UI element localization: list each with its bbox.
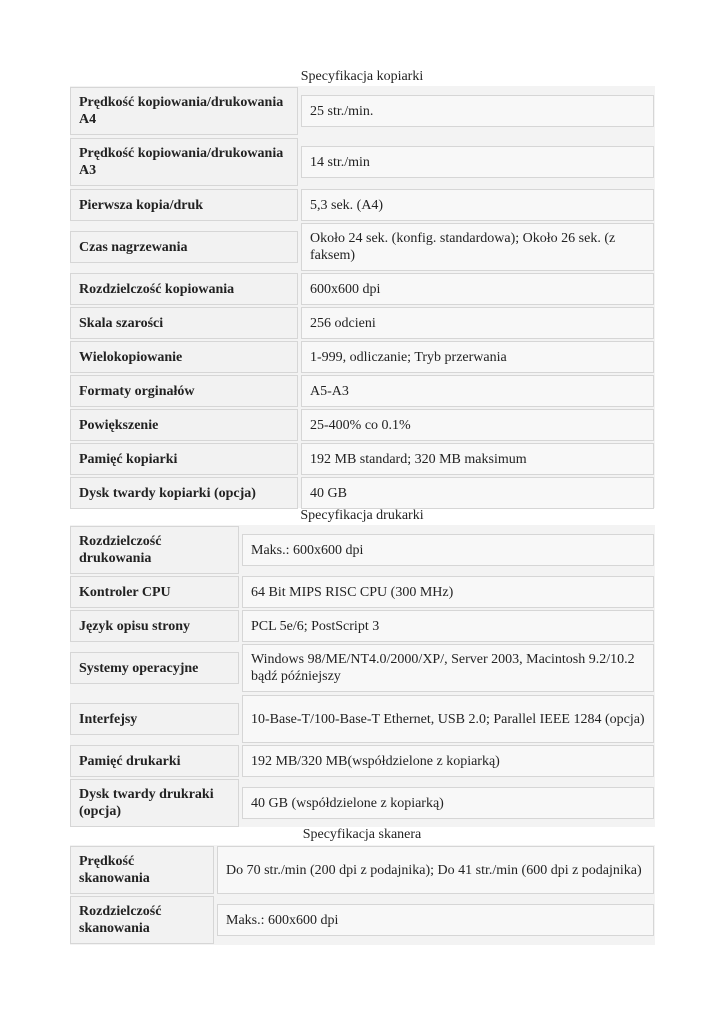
spec-value: 192 MB/320 MB(współdzielone z kopiarką) xyxy=(242,745,654,777)
spec-label: Wielokopiowanie xyxy=(70,341,298,373)
spec-value: 14 str./min xyxy=(301,146,654,178)
spec-label: Czas nagrzewania xyxy=(70,231,298,263)
spec-label: Interfejsy xyxy=(70,703,239,735)
spec-value: 64 Bit MIPS RISC CPU (300 MHz) xyxy=(242,576,654,608)
spec-label: Pamięć kopiarki xyxy=(70,443,298,475)
spec-value: Do 70 str./min (200 dpi z podajnika); Do 41 str./min (600 dpi z podajnika) xyxy=(217,846,654,894)
spec-value: 1-999, odliczanie; Tryb przerwania xyxy=(301,341,654,373)
section-caption-scanner: Specyfikacja skanera xyxy=(302,827,422,842)
section-caption-copier: Specyfikacja kopiarki xyxy=(300,69,424,84)
spec-value: Windows 98/ME/NT4.0/2000/XP/, Server 2003, Macintosh 9.2/10.2 bądź późniejszy xyxy=(242,644,654,692)
spec-value: 600x600 dpi xyxy=(301,273,654,305)
spec-label: Rozdzielczość drukowania xyxy=(70,526,239,574)
spec-value: Około 24 sek. (konfig. standardowa); Około 26 sek. (z faksem) xyxy=(301,223,654,271)
spec-label: Kontroler CPU xyxy=(70,576,239,608)
spec-value: 25-400% co 0.1% xyxy=(301,409,654,441)
spec-label: Pierwsza kopia/druk xyxy=(70,189,298,221)
spec-value: 192 MB standard; 320 MB maksimum xyxy=(301,443,654,475)
spec-value: Maks.: 600x600 dpi xyxy=(242,534,654,566)
section-caption-printer: Specyfikacja drukarki xyxy=(300,508,424,523)
spec-value: 5,3 sek. (A4) xyxy=(301,189,654,221)
spec-value: 10-Base-T/100-Base-T Ethernet, USB 2.0; Parallel IEEE 1284 (opcja) xyxy=(242,695,654,743)
spec-label: Pamięć drukarki xyxy=(70,745,239,777)
spec-label: Prędkość skanowania xyxy=(70,846,214,894)
printer-spec-table xyxy=(70,525,655,827)
spec-value: Maks.: 600x600 dpi xyxy=(217,904,654,936)
spec-label: Rozdzielczość skanowania xyxy=(70,896,214,944)
spec-value: 25 str./min. xyxy=(301,95,654,127)
spec-label: Dysk twardy drukraki (opcja) xyxy=(70,779,239,827)
spec-value: 40 GB (współdzielone z kopiarką) xyxy=(242,787,654,819)
spec-label: Prędkość kopiowania/drukowania A3 xyxy=(70,138,298,186)
spec-label: Prędkość kopiowania/drukowania A4 xyxy=(70,87,298,135)
spec-label: Powiększenie xyxy=(70,409,298,441)
copier-spec-table xyxy=(70,86,655,508)
spec-value: 40 GB xyxy=(301,477,654,509)
spec-label: Rozdzielczość kopiowania xyxy=(70,273,298,305)
spec-value: PCL 5e/6; PostScript 3 xyxy=(242,610,654,642)
spec-label: Systemy operacyjne xyxy=(70,652,239,684)
spec-label: Formaty orginałów xyxy=(70,375,298,407)
spec-label: Język opisu strony xyxy=(70,610,239,642)
scanner-spec-table xyxy=(70,845,655,945)
spec-label: Skala szarości xyxy=(70,307,298,339)
spec-value: 256 odcieni xyxy=(301,307,654,339)
spec-label: Dysk twardy kopiarki (opcja) xyxy=(70,477,298,509)
spec-value: A5-A3 xyxy=(301,375,654,407)
